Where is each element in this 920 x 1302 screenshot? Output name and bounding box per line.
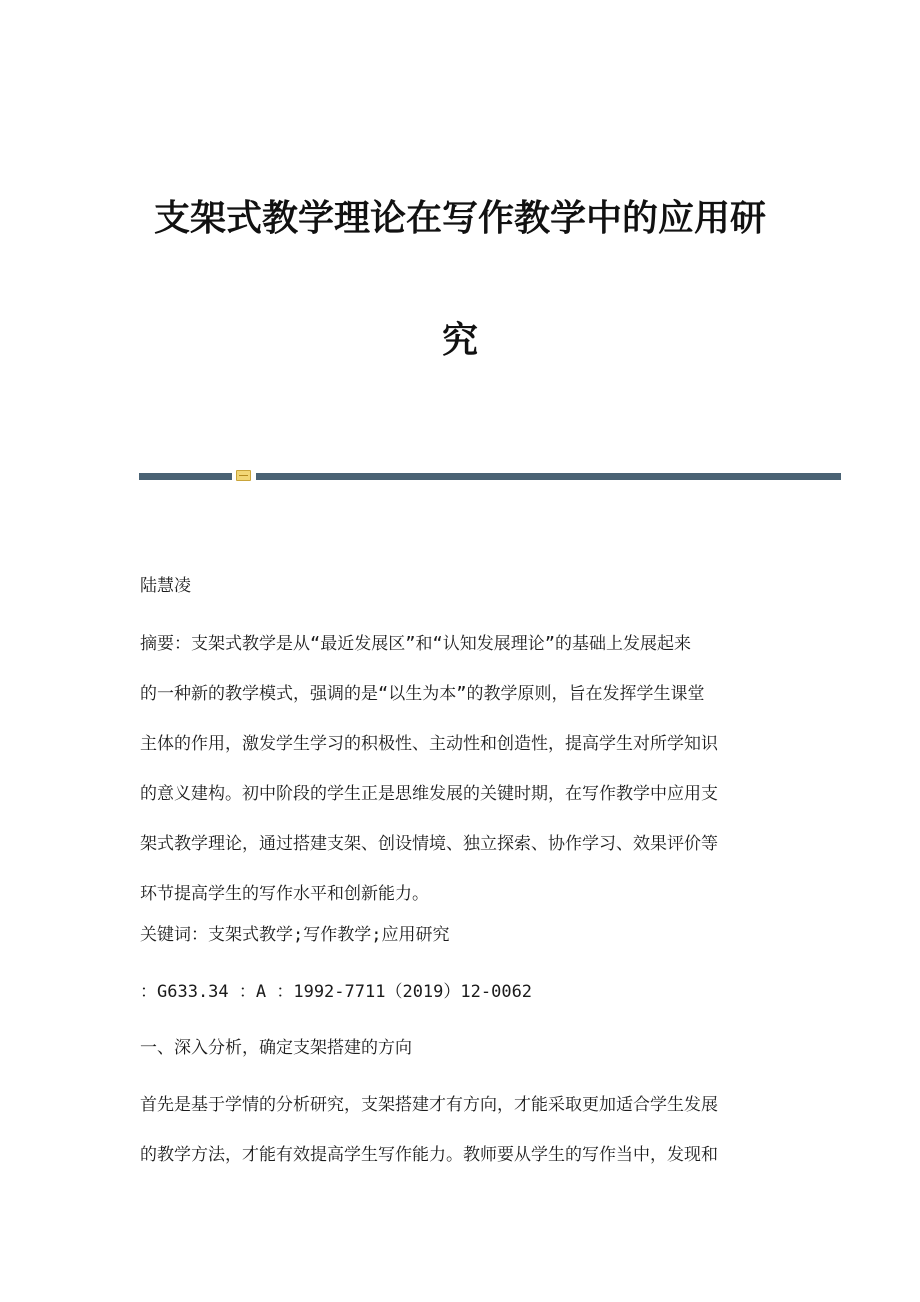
body-line: 的教学方法，才能有效提高学生写作能力。教师要从学生的写作当中，发现和: [140, 1145, 718, 1165]
abstract-line: 的意义建构。初中阶段的学生正是思维发展的关键时期，在写作教学中应用支: [140, 784, 718, 804]
keywords: 关键词：支架式教学;写作教学;应用研究: [140, 925, 450, 945]
classification-info: ：G633.34 ：A ：1992-7711（2019）12-0062: [140, 982, 533, 1002]
abstract-line: 的一种新的教学模式，强调的是“以生为本”的教学原则，旨在发挥学生课堂: [140, 684, 705, 704]
page-title-line-1: 支架式教学理论在写作教学中的应用研: [153, 197, 766, 239]
abstract-line: 架式教学理论，通过搭建支架、创设情境、独立探索、协作学习、效果评价等: [140, 834, 718, 854]
abstract: [140, 619, 718, 919]
section-heading: 一、深入分析，确定支架搭建的方向: [140, 1038, 412, 1058]
abstract-line: 主体的作用，激发学生学习的积极性、主动性和创造性，提高学生对所学知识: [140, 734, 718, 754]
author-name: 陆慧凌: [140, 576, 191, 596]
divider-badge-icon: [236, 470, 251, 481]
page-title-line-2: 究: [441, 319, 478, 361]
body-line: 首先是基于学情的分析研究，支架搭建才有方向，才能采取更加适合学生发展: [140, 1095, 718, 1115]
abstract-line: 摘要：支架式教学是从“最近发展区”和“认知发展理论”的基础上发展起来: [140, 634, 691, 654]
divider-bar-left: [139, 473, 232, 480]
title-divider: [139, 470, 841, 481]
divider-bar-right: [256, 473, 841, 480]
body-paragraph: [140, 1080, 718, 1180]
abstract-line: 环节提高学生的写作水平和创新能力。: [140, 884, 429, 904]
